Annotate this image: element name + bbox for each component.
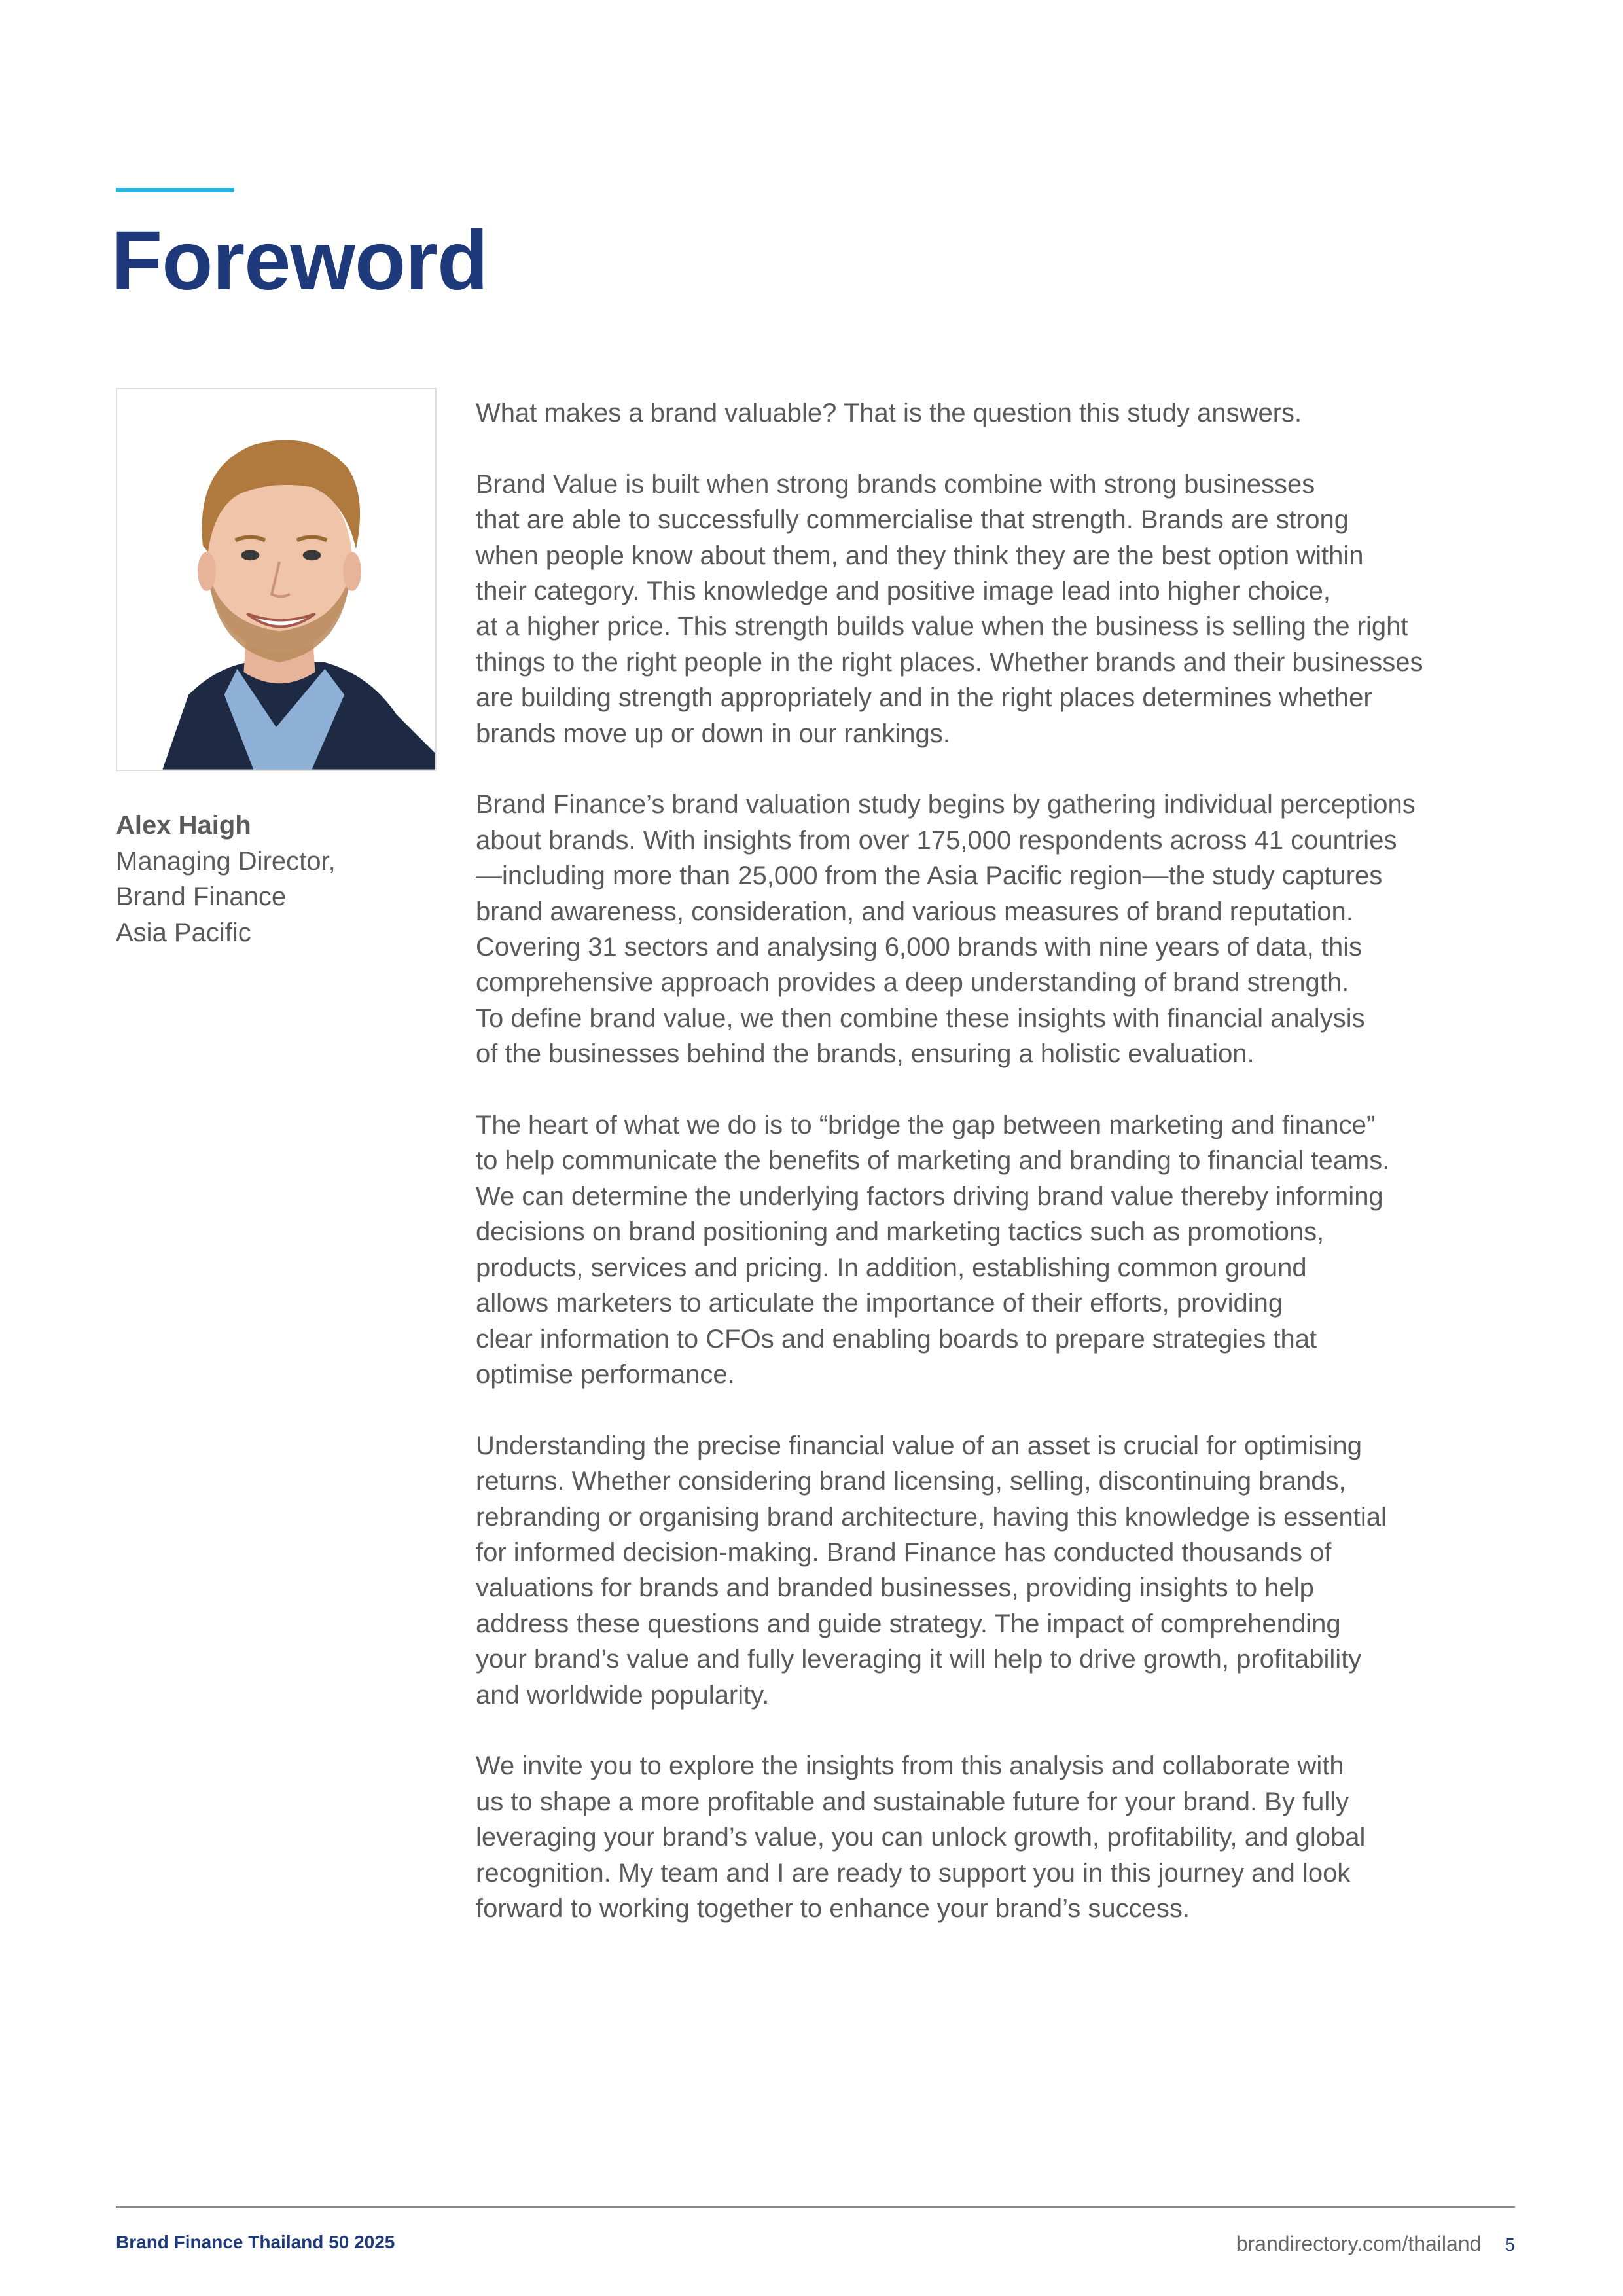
text-line: valuations for brands and branded businesses, providing insights to help: [476, 1573, 1314, 1603]
text-line: to help communicate the benefits of marketing and branding to financial teams.: [476, 1146, 1390, 1175]
author-block: [116, 808, 443, 950]
text-line: address these questions and guide strategy. The impact of comprehending: [476, 1609, 1341, 1638]
author-portrait: [116, 388, 437, 771]
text-line: returns. Whether considering brand licensing, selling, discontinuing brands,: [476, 1467, 1346, 1496]
text-line: things to the right people in the right places. Whether brands and their businesses: [476, 647, 1423, 677]
text-line: optimise performance.: [476, 1359, 735, 1389]
foreword-body: [476, 395, 1510, 1962]
text-line: at a higher price. This strength builds value when the business is selling the right: [476, 612, 1408, 641]
paragraph-5: [476, 1428, 1510, 1713]
footer-publication-title: Brand Finance Thailand 50 2025: [116, 2232, 395, 2252]
text-line: when people know about them, and they think they are the best option within: [476, 541, 1364, 570]
paragraph-6: [476, 1748, 1510, 1926]
text-line: brands move up or down in our rankings.: [476, 719, 950, 748]
text-line: and worldwide popularity.: [476, 1680, 770, 1710]
footer-right: [1236, 2232, 1515, 2256]
text-line: What makes a brand valuable? That is the question this study answers.: [476, 399, 1302, 427]
text-line: for informed decision-making. Brand Finance has conducted thousands of: [476, 1537, 1332, 1567]
text-line: forward to working together to enhance your brand’s success.: [476, 1893, 1190, 1923]
text-line: rebranding or organising brand architecture, having this knowledge is essential: [476, 1502, 1387, 1532]
text-line: of the businesses behind the brands, ensuring a holistic evaluation.: [476, 1039, 1255, 1069]
portrait-illustration: [117, 389, 435, 770]
paragraph-3: [476, 787, 1510, 1071]
text-line: clear information to CFOs and enabling boards to prepare strategies that: [476, 1324, 1317, 1354]
text-line: Covering 31 sectors and analysing 6,000 brands with nine years of data, this: [476, 933, 1363, 962]
page-title: Foreword: [111, 214, 488, 308]
paragraph-4: [476, 1107, 1510, 1392]
text-line: We invite you to explore the insights from this analysis and collaborate with: [476, 1751, 1344, 1781]
text-line: their category. This knowledge and positive image lead into higher choice,: [476, 577, 1330, 606]
author-region-line: Asia Pacific: [116, 918, 251, 947]
author-company-line: Brand Finance: [116, 882, 287, 911]
text-line: your brand’s value and fully leveraging it will help to drive growth, profitability: [476, 1645, 1362, 1674]
text-line: brand awareness, consideration, and various measures of brand reputation.: [476, 897, 1353, 926]
footer-divider: [116, 2206, 1515, 2208]
text-line: about brands. With insights from over 175,000 respondents across 41 countries: [476, 825, 1397, 855]
text-line: are building strength appropriately and in the right places determines whether: [476, 683, 1372, 713]
page-number: 5: [1505, 2234, 1515, 2255]
text-line: Brand Finance’s brand valuation study begins by gathering individual perceptions: [476, 790, 1416, 819]
text-line: comprehensive approach provides a deep understanding of brand strength.: [476, 968, 1349, 997]
text-line: Brand Value is built when strong brands combine with strong businesses: [476, 469, 1315, 499]
text-line: To define brand value, we then combine these insights with financial analysis: [476, 1003, 1365, 1033]
text-line: us to shape a more profitable and sustainable future for your brand. By fully: [476, 1787, 1349, 1816]
text-line: We can determine the underlying factors driving brand value thereby informing: [476, 1181, 1383, 1211]
text-line: leveraging your brand’s value, you can unlock growth, profitability, and global: [476, 1823, 1366, 1852]
author-name: Alex Haigh: [116, 811, 251, 840]
text-line: —including more than 25,000 from the Asia Pacific region—the study captures: [476, 861, 1383, 891]
text-line: products, services and pricing. In addition, establishing common ground: [476, 1253, 1307, 1282]
footer-url-link[interactable]: brandirectory.com/thailand: [1236, 2232, 1482, 2255]
author-role-line: Managing Director,: [116, 846, 336, 876]
text-line: allows marketers to articulate the importance of their efforts, providing: [476, 1289, 1283, 1318]
text-line: that are able to successfully commercialise that strength. Brands are strong: [476, 505, 1349, 535]
text-line: Understanding the precise financial value of an asset is crucial for optimising: [476, 1431, 1363, 1460]
paragraph-2: [476, 467, 1510, 751]
text-line: The heart of what we do is to “bridge the gap between marketing and finance”: [476, 1111, 1376, 1140]
title-accent-bar: [116, 188, 234, 192]
text-line: recognition. My team and I are ready to support you in this journey and look: [476, 1858, 1351, 1888]
text-line: decisions on brand positioning and marketing tactics such as promotions,: [476, 1217, 1325, 1247]
paragraph-1: [476, 395, 1510, 431]
